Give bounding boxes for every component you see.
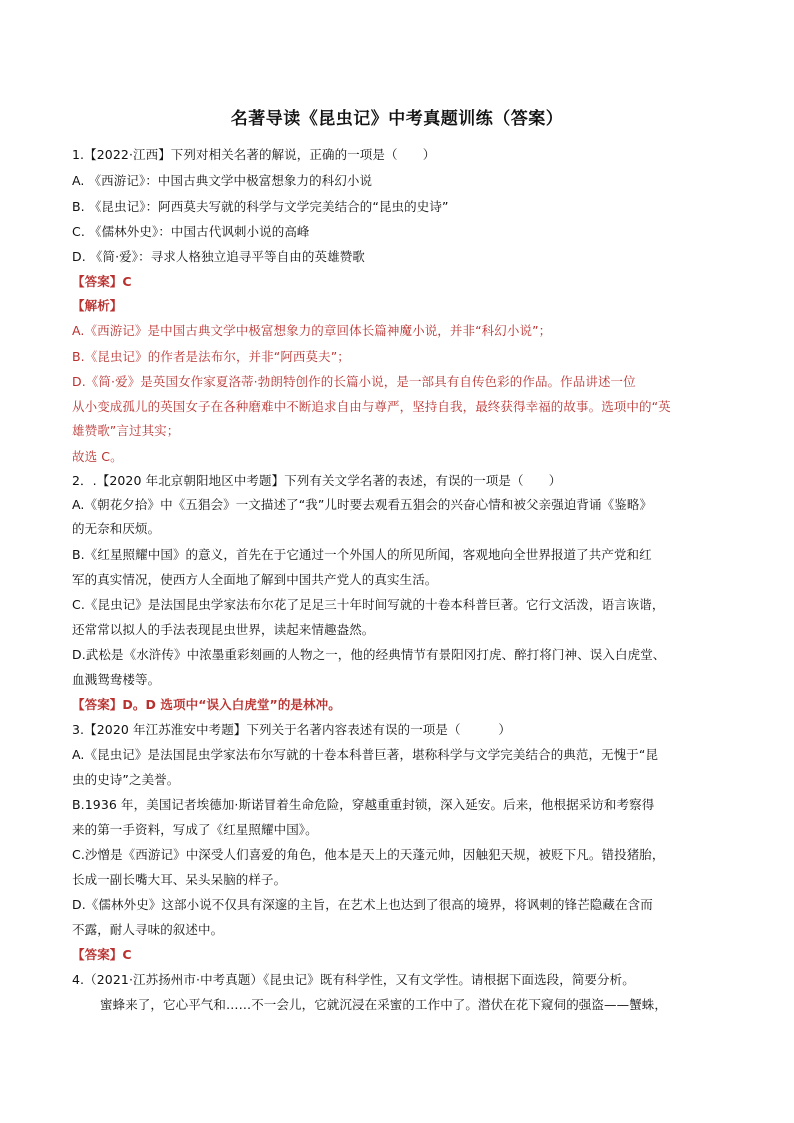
answer-line: D.《简·爱》是英国女作家夏洛蒂·勃朗特创作的长篇小说，是一部具有自传色彩的作品。作品讲述一位 xyxy=(72,374,636,389)
answer-line: 【答案】C xyxy=(72,274,132,289)
answer-line: 雄赞歌”言过其实； xyxy=(72,423,180,438)
text-line: A. 《西游记》：中国古典文学中极富想象力的科幻小说 xyxy=(72,173,373,188)
text-line: D.《儒林外史》这部小说不仅具有深邃的主旨，在艺术上也达到了很高的境界，将讽刺的锋芒隐藏在含而 xyxy=(72,897,653,912)
text-line: B.《红星照耀中国》的意义，首先在于它通过一个外国人的所见所闻，客观地向全世界报道了共产党和红 xyxy=(72,547,652,562)
text-line: C.沙憎是《西游记》中深受人们喜爱的角色，他本是天上的天蓬元帅，因触犯天规，被贬下凡。错投猪胎， xyxy=(72,847,665,862)
text-line: 2．.【2020 年北京朝阳地区中考题】下列有关文学名著的表述，有误的一项是（ ） xyxy=(72,473,562,488)
answer-line: 【答案】C xyxy=(72,947,132,962)
answer-line: 故选 C。 xyxy=(72,449,123,464)
text-line: A.《昆虫记》是法国昆虫学家法布尔写就的十卷本科普巨著，堪称科学与文学完美结合的典范，无愧于“昆 xyxy=(72,747,659,762)
text-line: 还常常以拟人的手法表现昆虫世界，读起来情趣盎然。 xyxy=(72,622,375,637)
text-line: 虫的史诗”之美誉。 xyxy=(72,772,180,787)
text-line: 3.【2020 年江苏淮安中考题】下列关于名著内容表述有误的一项是（ ） xyxy=(72,722,512,737)
answer-line: 【解析】 xyxy=(72,298,123,313)
text-line: 血溅鸳鸯楼等。 xyxy=(72,672,161,687)
text-line: 来的第一手资料，写成了《红星照耀中国》。 xyxy=(72,822,318,837)
text-line: 4.（2021·江苏扬州市·中考真题）《昆虫记》既有科学性，又有文学性。请根据下面选段，简要分析。 xyxy=(72,972,635,987)
answer-line: B.《昆虫记》的作者是法布尔，并非“阿西莫夫”； xyxy=(72,349,350,364)
answer-line: 【答案】D。D 选项中“误入白虎堂”的是林冲。 xyxy=(72,697,341,712)
text-line: D.武松是《水浒传》中浓墨重彩刻画的人物之一，他的经典情节有景阳冈打虎、醉打将门神、误入白虎堂、 xyxy=(72,647,666,662)
text-line: B. 《昆虫记》：阿西莫夫写就的科学与文学完美结合的“昆虫的史诗” xyxy=(72,199,449,214)
answer-line: 从小变成孤儿的英国女子在各种磨难中不断追求自由与尊严，坚持自我，最终获得幸福的故事。选项中的“英 xyxy=(72,399,671,414)
text-line: C. 《儒林外史》：中国古代讽刺小说的高峰 xyxy=(72,224,310,239)
text-line: 的无奈和厌烦。 xyxy=(72,521,161,536)
text-line: 蜜蜂来了，它心平气和……不一会儿，它就沉浸在采蜜的工作中了。潜伏在花下窥伺的强盗——蟹蛛， xyxy=(100,997,668,1012)
text-line: A.《朝花夕拾》中《五猖会》一文描述了“我”儿时要去观看五猖会的兴奋心情和被父亲强迫背诵《鉴略》 xyxy=(72,497,653,512)
text-line: 军的真实情况，使西方人全面地了解到中国共产党人的真实生活。 xyxy=(72,572,438,587)
text-line: 1.【2022·江西】下列对相关名著的解说，正确的一项是（ ） xyxy=(72,147,436,162)
page-title: 名著导读《昆虫记》中考真题训练（答案） xyxy=(230,109,564,129)
text-line: B.1936 年，美国记者埃德加·斯诺冒着生命危险，穿越重重封锁，深入延安。后来，他根据采访和考察得 xyxy=(72,797,655,812)
text-line: C.《昆虫记》是法国昆虫学家法布尔花了足足三十年时间写就的十卷本科普巨著。它行文活泼，语言诙谐， xyxy=(72,597,665,612)
text-line: 不露，耐人寻味的叙述中。 xyxy=(72,922,224,937)
text-line: 长成一副长嘴大耳、呆头呆脑的样子。 xyxy=(72,872,287,887)
answer-line: A.《西游记》是中国古典文学中极富想象力的章回体长篇神魔小说，并非“科幻小说”； xyxy=(72,323,552,338)
text-line: D. 《简·爱》：寻求人格独立追寻平等自由的英雄赞歌 xyxy=(72,249,365,264)
